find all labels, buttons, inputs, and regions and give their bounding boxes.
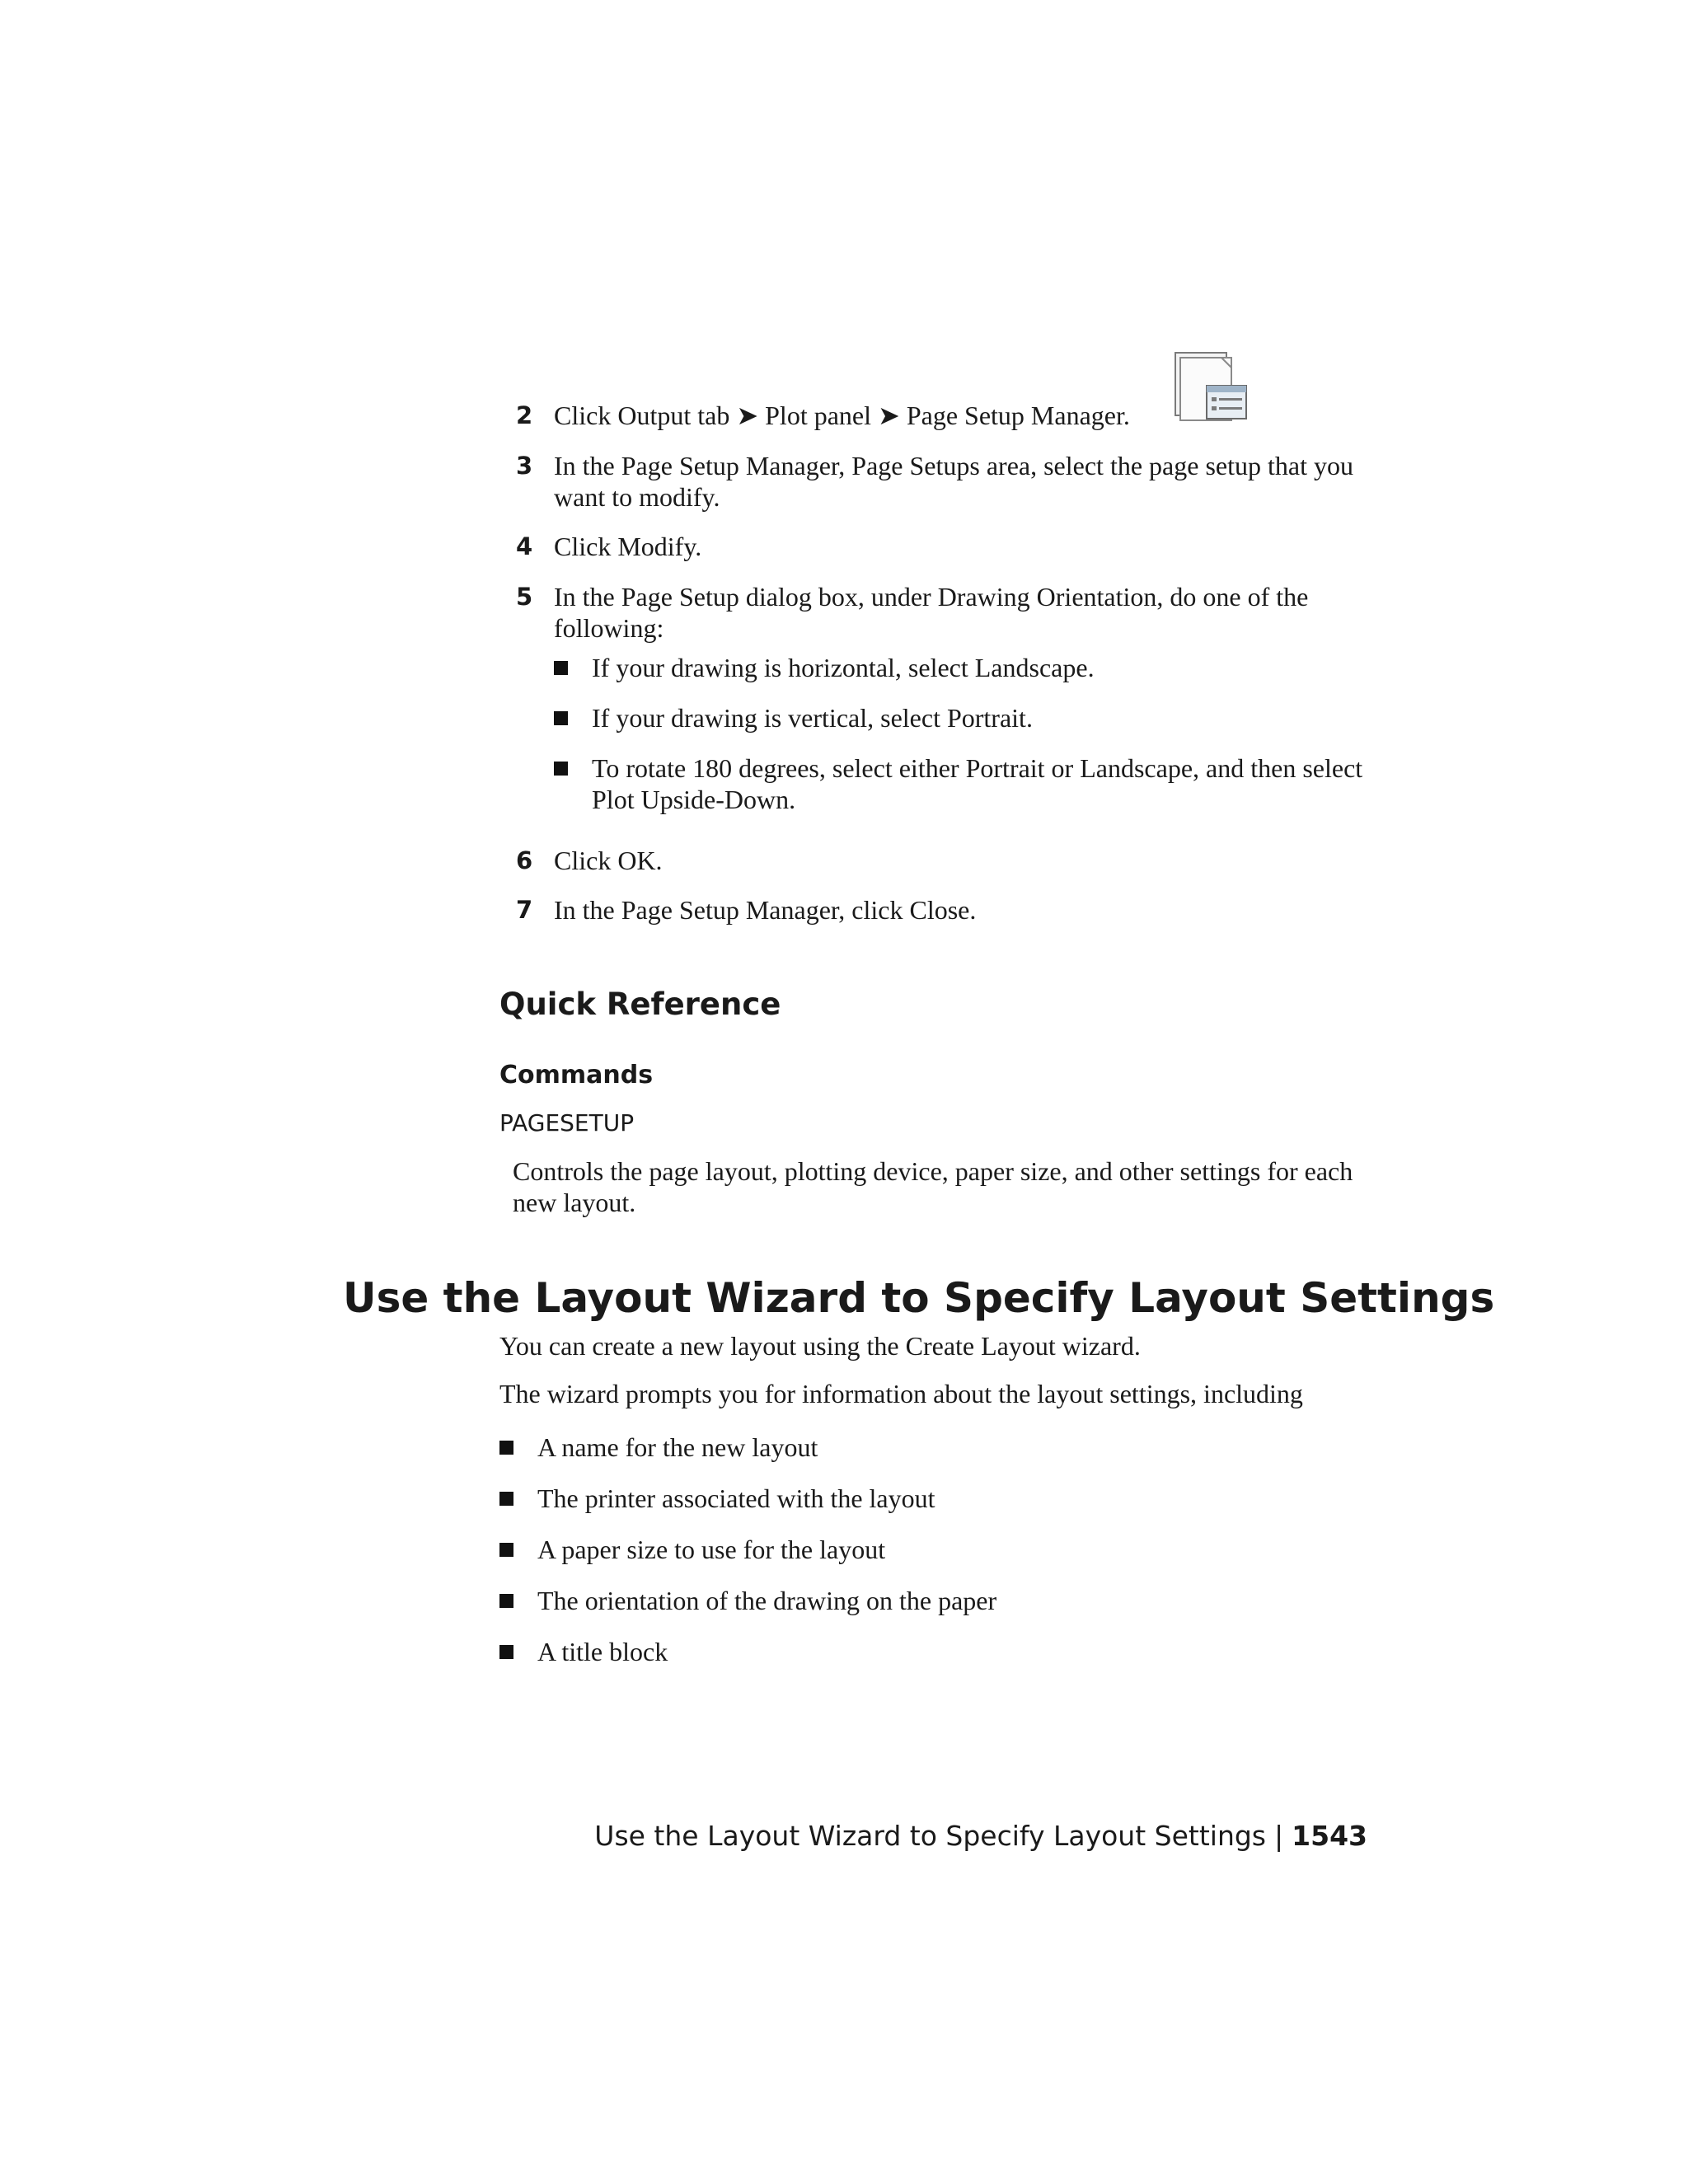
list-item: A title block (499, 1636, 1373, 1667)
step-number: 3 (516, 452, 533, 480)
step-number: 2 (516, 401, 533, 429)
step-number: 7 (516, 896, 533, 924)
page-number: 1543 (1292, 1820, 1367, 1852)
step-7 (516, 894, 1390, 926)
bullet-icon (554, 762, 568, 776)
step-text: Click Modify. (554, 532, 702, 561)
step-number: 4 (516, 532, 533, 560)
section-heading: Use the Layout Wizard to Specify Layout Settings (343, 1274, 1495, 1322)
step-3 (516, 450, 1390, 513)
command-name: PAGESETUP (499, 1109, 635, 1137)
step-4 (516, 531, 1390, 562)
commands-heading: Commands (499, 1061, 654, 1090)
list-item: To rotate 180 degrees, select either Portrait or Landscape, and then select Plot Upside-Down. (554, 752, 1378, 815)
quick-reference-heading: Quick Reference (499, 987, 781, 1022)
page-setup-manager-icon (1174, 351, 1248, 424)
step-number: 5 (516, 583, 533, 611)
section-intro: You can create a new layout using the Create Layout wizard. (499, 1331, 1141, 1361)
list-item: If your drawing is horizontal, select Landscape. (554, 652, 1395, 683)
bullet-icon (499, 1441, 513, 1455)
list-item: A paper size to use for the layout (499, 1534, 1373, 1565)
page-footer (594, 1820, 1367, 1853)
bullet-icon (499, 1543, 513, 1557)
list-item: A name for the new layout (499, 1432, 1373, 1463)
step-text: Click OK. (554, 846, 663, 875)
step-2 (516, 400, 1390, 431)
bullet-icon (554, 661, 568, 675)
list-item: The printer associated with the layout (499, 1483, 1373, 1514)
step-text: In the Page Setup Manager, click Close. (554, 895, 977, 925)
footer-title: Use the Layout Wizard to Specify Layout Settings (594, 1820, 1267, 1852)
bullet-icon (499, 1492, 513, 1506)
bullet-icon (499, 1594, 513, 1608)
step-number: 6 (516, 846, 533, 874)
step-5 (516, 581, 1390, 644)
footer-separator: | (1274, 1820, 1284, 1852)
bullet-icon (499, 1645, 513, 1659)
list-item: The orientation of the drawing on the paper (499, 1585, 1373, 1616)
step-text: Click Output tab ➤ Plot panel ➤ Page Setup Manager. (554, 401, 1130, 430)
step-text: In the Page Setup Manager, Page Setups area, select the page setup that you want to modify. (554, 451, 1353, 512)
step-text: In the Page Setup dialog box, under Drawing Orientation, do one of the following: (554, 582, 1309, 643)
list-item: If your drawing is vertical, select Portrait. (554, 702, 1395, 733)
bullet-icon (554, 711, 568, 725)
section-prompt: The wizard prompts you for information about the layout settings, including (499, 1379, 1303, 1408)
command-description: Controls the page layout, plotting device, paper size, and other settings for each new layout. (513, 1156, 1353, 1217)
step-6 (516, 845, 1390, 876)
